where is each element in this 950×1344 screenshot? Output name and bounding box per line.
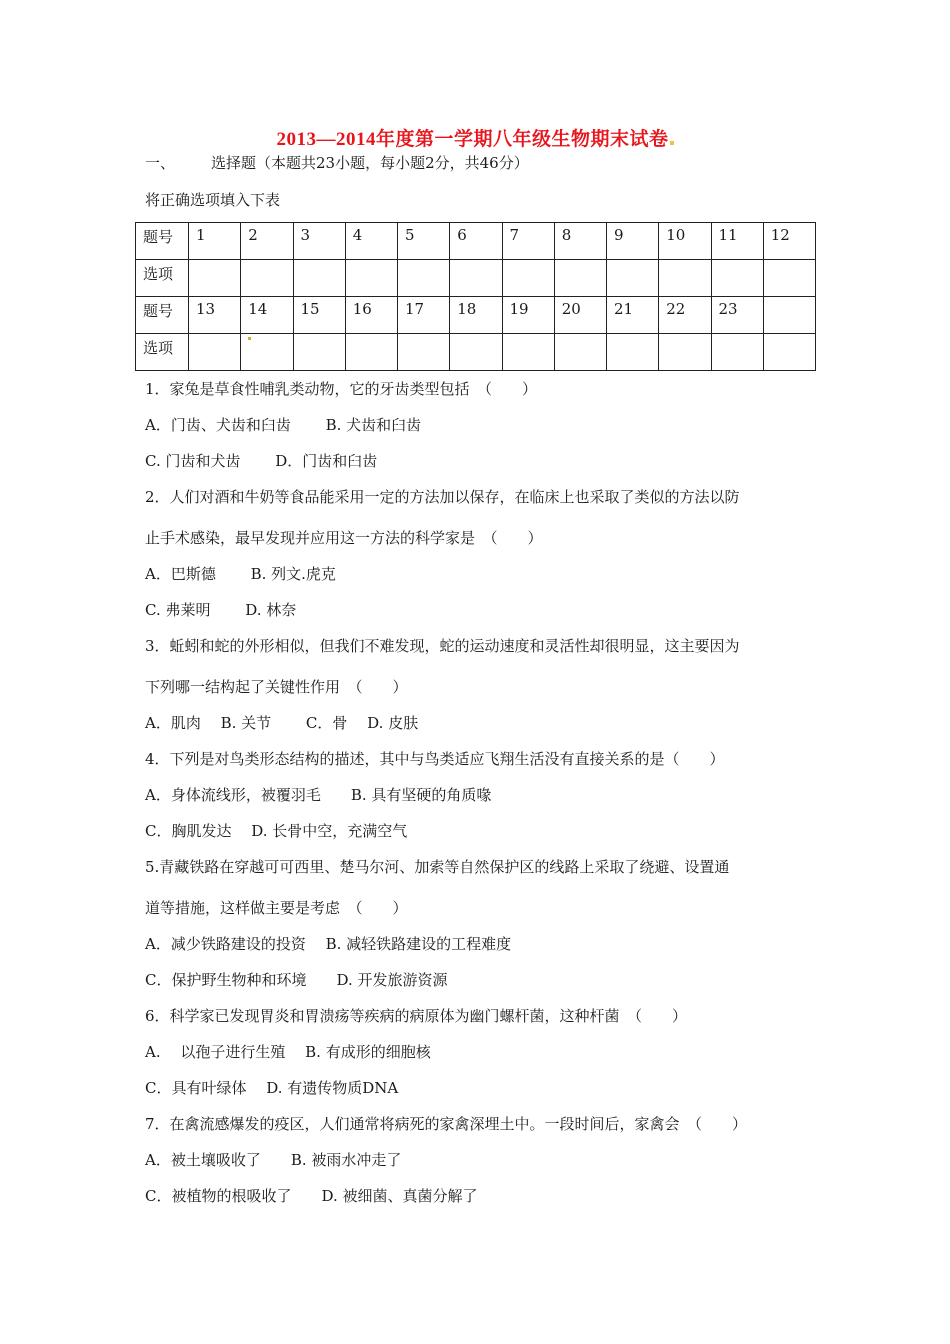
question-number-cell: 9 xyxy=(607,223,659,260)
question-number-cell: 22 xyxy=(659,297,711,334)
table-row xyxy=(136,297,816,334)
question-options: A．门齿、犬齿和臼齿 B. 犬齿和臼齿 xyxy=(145,416,422,434)
answer-cell[interactable] xyxy=(189,334,241,371)
question-stem: 7．在禽流感爆发的疫区，人们通常将病死的家禽深埋土中。一段时间后，家禽会 （ ） xyxy=(145,1115,748,1133)
section-number: 一、 xyxy=(145,154,176,172)
question-options: A．身体流线形，被覆羽毛 B. 具有坚硬的角质喙 xyxy=(145,786,492,804)
question-options: A．减少铁路建设的投资 B. 减轻铁路建设的工程难度 xyxy=(145,935,512,953)
question-number-cell: 15 xyxy=(293,297,345,334)
question-stem: 4．下列是对鸟类形态结构的描述，其中与鸟类适应飞翔生活没有直接关系的是（ ） xyxy=(145,750,725,768)
question-stem-cont: 道等措施，这样做主要是考虑 （ ） xyxy=(145,899,408,917)
answer-cell[interactable] xyxy=(502,260,554,297)
question-stem: 5.青藏铁路在穿越可可西里、楚马尔河、加索等自然保护区的线路上采取了绕避、设置通 xyxy=(145,858,730,876)
answer-cell[interactable] xyxy=(450,260,502,297)
question-options: C．保护野生物种和环境 D. 开发旅游资源 xyxy=(145,971,448,989)
section-text: 选择题（本题共23小题，每小题2分，共46分） xyxy=(211,154,529,172)
question-stem: 6．科学家已发现胃炎和胃溃疡等疾病的病原体为幽门螺杆菌，这种杆菌 （ ） xyxy=(145,1007,688,1025)
question-options: C．被植物的根吸收了 D. 被细菌、真菌分解了 xyxy=(145,1187,478,1205)
answer-cell[interactable] xyxy=(502,334,554,371)
table-row xyxy=(136,260,816,297)
answer-cell[interactable] xyxy=(293,334,345,371)
answer-cell[interactable] xyxy=(763,260,815,297)
answer-cell[interactable] xyxy=(607,260,659,297)
question-options: A．巴斯德 B. 列文.虎克 xyxy=(145,565,336,583)
stray-mark xyxy=(248,337,251,340)
table-instruction: 将正确选项填入下表 xyxy=(145,191,281,209)
question-number-cell: 1 xyxy=(189,223,241,260)
question-number-cell: 11 xyxy=(711,223,763,260)
question-number-cell: 2 xyxy=(241,223,293,260)
table-row xyxy=(136,334,816,371)
question-number-cell: 5 xyxy=(398,223,450,260)
row-label-number: 题号 xyxy=(136,223,189,260)
page-title: 2013—2014年度第一学期八年级生物期末试卷 xyxy=(0,124,950,151)
answer-cell[interactable] xyxy=(189,260,241,297)
question-number-cell: 20 xyxy=(554,297,606,334)
answer-cell[interactable] xyxy=(607,334,659,371)
answer-table xyxy=(135,222,816,371)
question-number-cell: 4 xyxy=(345,223,397,260)
question-stem: 2．人们对酒和牛奶等食品能采用一定的方法加以保存，在临床上也采取了类似的方法以防 xyxy=(145,488,740,506)
question-number-cell: 6 xyxy=(450,223,502,260)
table-row xyxy=(136,223,816,260)
question-options: A．肌肉 B. 关节 C．骨 D. 皮肤 xyxy=(145,714,419,732)
answer-cell[interactable] xyxy=(345,260,397,297)
question-number-cell: 8 xyxy=(554,223,606,260)
row-label-choice: 选项 xyxy=(136,334,189,371)
question-number-cell: 12 xyxy=(763,223,815,260)
answer-cell[interactable] xyxy=(554,260,606,297)
answer-cell[interactable] xyxy=(554,334,606,371)
question-stem-cont: 下列哪一结构起了关键性作用 （ ） xyxy=(145,678,408,696)
row-label-choice: 选项 xyxy=(136,260,189,297)
question-number-cell: 16 xyxy=(345,297,397,334)
question-options: C．具有叶绿体 D. 有遗传物质DNA xyxy=(145,1079,399,1097)
answer-cell[interactable] xyxy=(293,260,345,297)
question-number-cell: 17 xyxy=(398,297,450,334)
question-options: C. 门齿和犬齿 D．门齿和臼齿 xyxy=(145,452,378,470)
answer-cell[interactable] xyxy=(241,260,293,297)
question-stem-cont: 止手术感染，最早发现并应用这一方法的科学家是 （ ） xyxy=(145,529,543,547)
question-number-cell: 3 xyxy=(293,223,345,260)
question-options: A. 以孢子进行生殖 B. 有成形的细胞核 xyxy=(145,1043,431,1061)
answer-cell[interactable] xyxy=(711,334,763,371)
answer-cell[interactable] xyxy=(763,334,815,371)
question-options: A．被土壤吸收了 B. 被雨水冲走了 xyxy=(145,1151,402,1169)
answer-cell[interactable] xyxy=(398,334,450,371)
answer-cell[interactable] xyxy=(450,334,502,371)
question-number-cell: 14 xyxy=(241,297,293,334)
question-number-cell: 10 xyxy=(659,223,711,260)
question-number-cell: 21 xyxy=(607,297,659,334)
question-number-cell: 7 xyxy=(502,223,554,260)
answer-cell[interactable] xyxy=(659,260,711,297)
question-number-cell: 18 xyxy=(450,297,502,334)
question-options: C．胸肌发达 D. 长骨中空，充满空气 xyxy=(145,822,408,840)
question-stem: 1．家兔是草食性哺乳类动物，它的牙齿类型包括 （ ） xyxy=(145,380,538,398)
question-options: C. 弗莱明 D. 林奈 xyxy=(145,601,297,619)
question-number-cell: 19 xyxy=(502,297,554,334)
question-stem: 3．蚯蚓和蛇的外形相似，但我们不难发现，蛇的运动速度和灵活性却很明显，这主要因为 xyxy=(145,637,740,655)
answer-cell[interactable] xyxy=(711,260,763,297)
section-heading xyxy=(145,152,529,173)
title-mark xyxy=(670,141,674,145)
question-number-cell xyxy=(763,297,815,334)
answer-cell[interactable] xyxy=(659,334,711,371)
row-label-number: 题号 xyxy=(136,297,189,334)
question-number-cell: 23 xyxy=(711,297,763,334)
question-number-cell: 13 xyxy=(189,297,241,334)
answer-cell[interactable] xyxy=(398,260,450,297)
answer-cell[interactable] xyxy=(345,334,397,371)
